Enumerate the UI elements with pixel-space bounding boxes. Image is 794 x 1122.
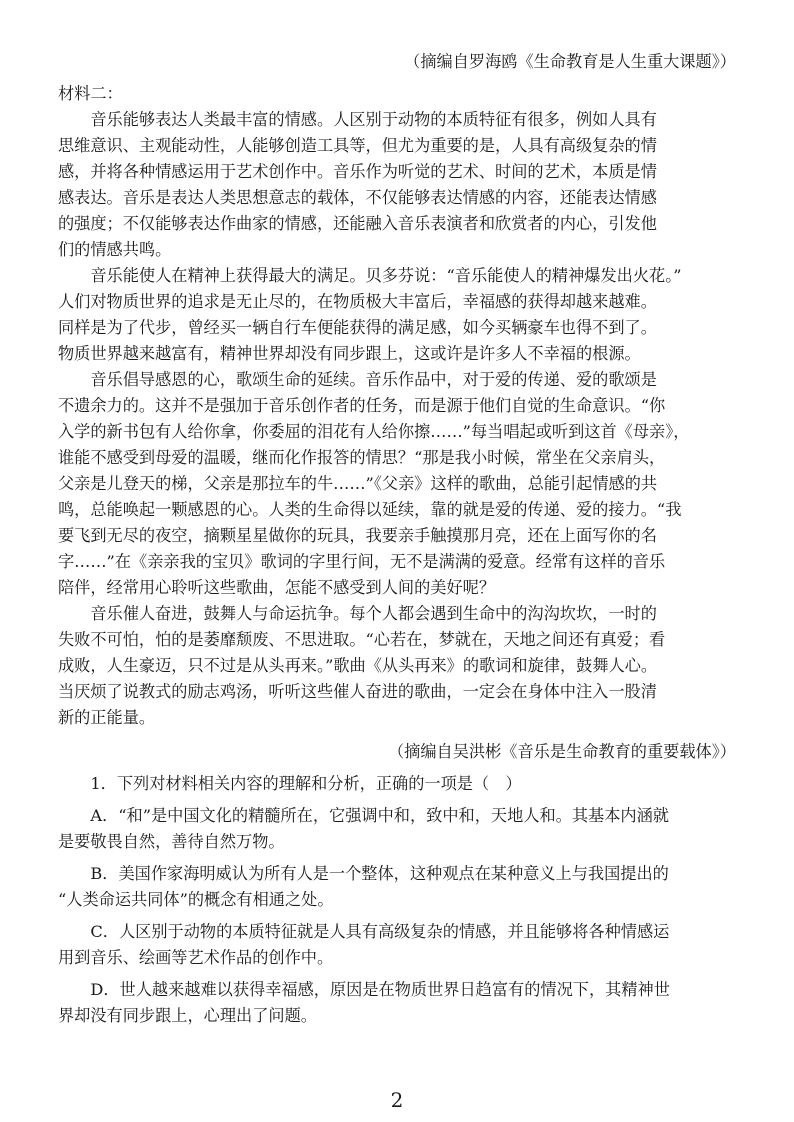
option-a-line: A．“和”是中国文化的精髓所在，它强调中和，致中和，天地人和。其基本内涵就 [58,806,669,825]
paragraph-line: 父亲是儿登天的梯，父亲是那拉车的牛……”《父亲》这样的歌曲，总能引起情感的共 [58,474,658,493]
paragraph-line: 要飞到无尽的夜空，摘颗星星做你的玩具，我要亲手触摸那月亮，还在上面写你的名 [58,526,657,545]
paragraph-line: 新的正能量。 [58,708,156,727]
paragraph-line: 人们对物质世界的追求是无止尽的，在物质极大丰富后，幸福感的获得却越来越难。 [58,292,657,311]
paragraph-line: 成败，人生豪迈，只不过是从头再来。”歌曲《从头再来》的歌词和旋律，鼓舞人心。 [58,656,658,675]
option-b-line: B．美国作家海明威认为所有人是一个整体，这种观点在某种意义上与我国提出的 [58,864,669,883]
paragraph-line: 音乐催人奋进，鼓舞人与命运抗争。每个人都会遇到生命中的沟沟坎坎，一时的 [58,604,657,623]
paragraph-line: 音乐能使人在精神上获得最大的满足。贝多芬说：“音乐能使人的精神爆发出火花。” [58,266,682,285]
paragraph-line: 失败不可怕，怕的是萎靡颓废、不思进取。“心若在，梦就在，天地之间还有真爱；看 [58,630,666,649]
paragraph-line: 入学的新书包有人给你拿，你委屈的泪花有人给你擦……”每当唱起或听到这首《母亲》， [58,422,690,441]
paragraph-line: 音乐倡导感恩的心，歌颂生命的延续。音乐作品中，对于爱的传递、爱的歌颂是 [58,370,657,389]
option-a-line: 是要敬畏自然，善待自然万物。 [58,832,285,851]
paragraph-line: 字……”在《亲亲我的宝贝》歌词的字里行间，无不是满满的爱意。经常有这样的音乐 [58,552,666,571]
option-d-line: 界却没有同步跟上，心理出了问题。 [58,1006,317,1025]
paragraph-line: 鸣，总能唤起一颗感恩的心。人类的生命得以延续，靠的就是爱的传递、爱的接力。“我 [58,500,682,519]
paragraph-line: 感，并将各种情感运用于艺术创作中。音乐作为听觉的艺术、时间的艺术，本质是情 [58,162,657,181]
source-citation-bottom: （摘编自吴洪彬《音乐是生命教育的重要载体》） [387,742,736,761]
option-b-line: “人类命运共同体”的概念有相通之处。 [58,890,334,909]
paragraph-line: 陪伴，经常用心聆听这些歌曲，怎能不感受到人间的美好呢？ [58,578,496,597]
question-stem: 1．下列对材料相关内容的理解和分析，正确的一项是（ ） [58,774,522,793]
option-c-line: C．人区别于动物的本质特征就是人具有高级复杂的情感，并且能够将各种情感运 [58,922,670,941]
paragraph-line: 的强度；不仅能够表达作曲家的情感，还能融入音乐表演者和欣赏者的内心，引发他 [58,214,657,233]
paragraph-line: 物质世界越来越富有，精神世界却没有同步跟上，这或许是许多人不幸福的根源。 [58,344,641,363]
paragraph-line: 音乐能够表达人类最丰富的情感。人区别于动物的本质特征有很多，例如人具有 [58,110,657,129]
paragraph-line: 不遗余力的。这并不是强加于音乐创作者的任务，而是源于他们自觉的生命意识。“你 [58,396,666,415]
material-label: 材料二： [58,84,123,103]
paragraph-line: 同样是为了代步，曾经买一辆自行车便能获得的满足感，如今买辆豪车也得不到了。 [58,318,657,337]
paragraph-line: 思维意识、主观能动性，人能够创造工具等，但尤为重要的是，人具有高级复杂的情 [58,136,657,155]
option-d-line: D．世人越来越难以获得幸福感，原因是在物质世界日趋富有的情况下，其精神世 [58,980,670,999]
option-c-line: 用到音乐、绘画等艺术作品的创作中。 [58,948,334,967]
paragraph-line: 们的情感共鸣。 [58,240,172,259]
paragraph-line: 谁能不感受到母爱的温暖，继而化作报答的情思？“那是我小时候，常坐在父亲肩头， [58,448,666,467]
paragraph-line: 当厌烦了说教式的励志鸡汤，听听这些催人奋进的歌曲，一定会在身体中注入一股清 [58,682,657,701]
page-number: 2 [390,1088,404,1112]
paragraph-line: 感表达。音乐是表达人类思想意志的载体，不仅能够表达情感的内容，还能表达情感 [58,188,657,207]
source-citation-top: （摘编自罗海鸥《生命教育是人生重大课题》） [404,52,736,71]
